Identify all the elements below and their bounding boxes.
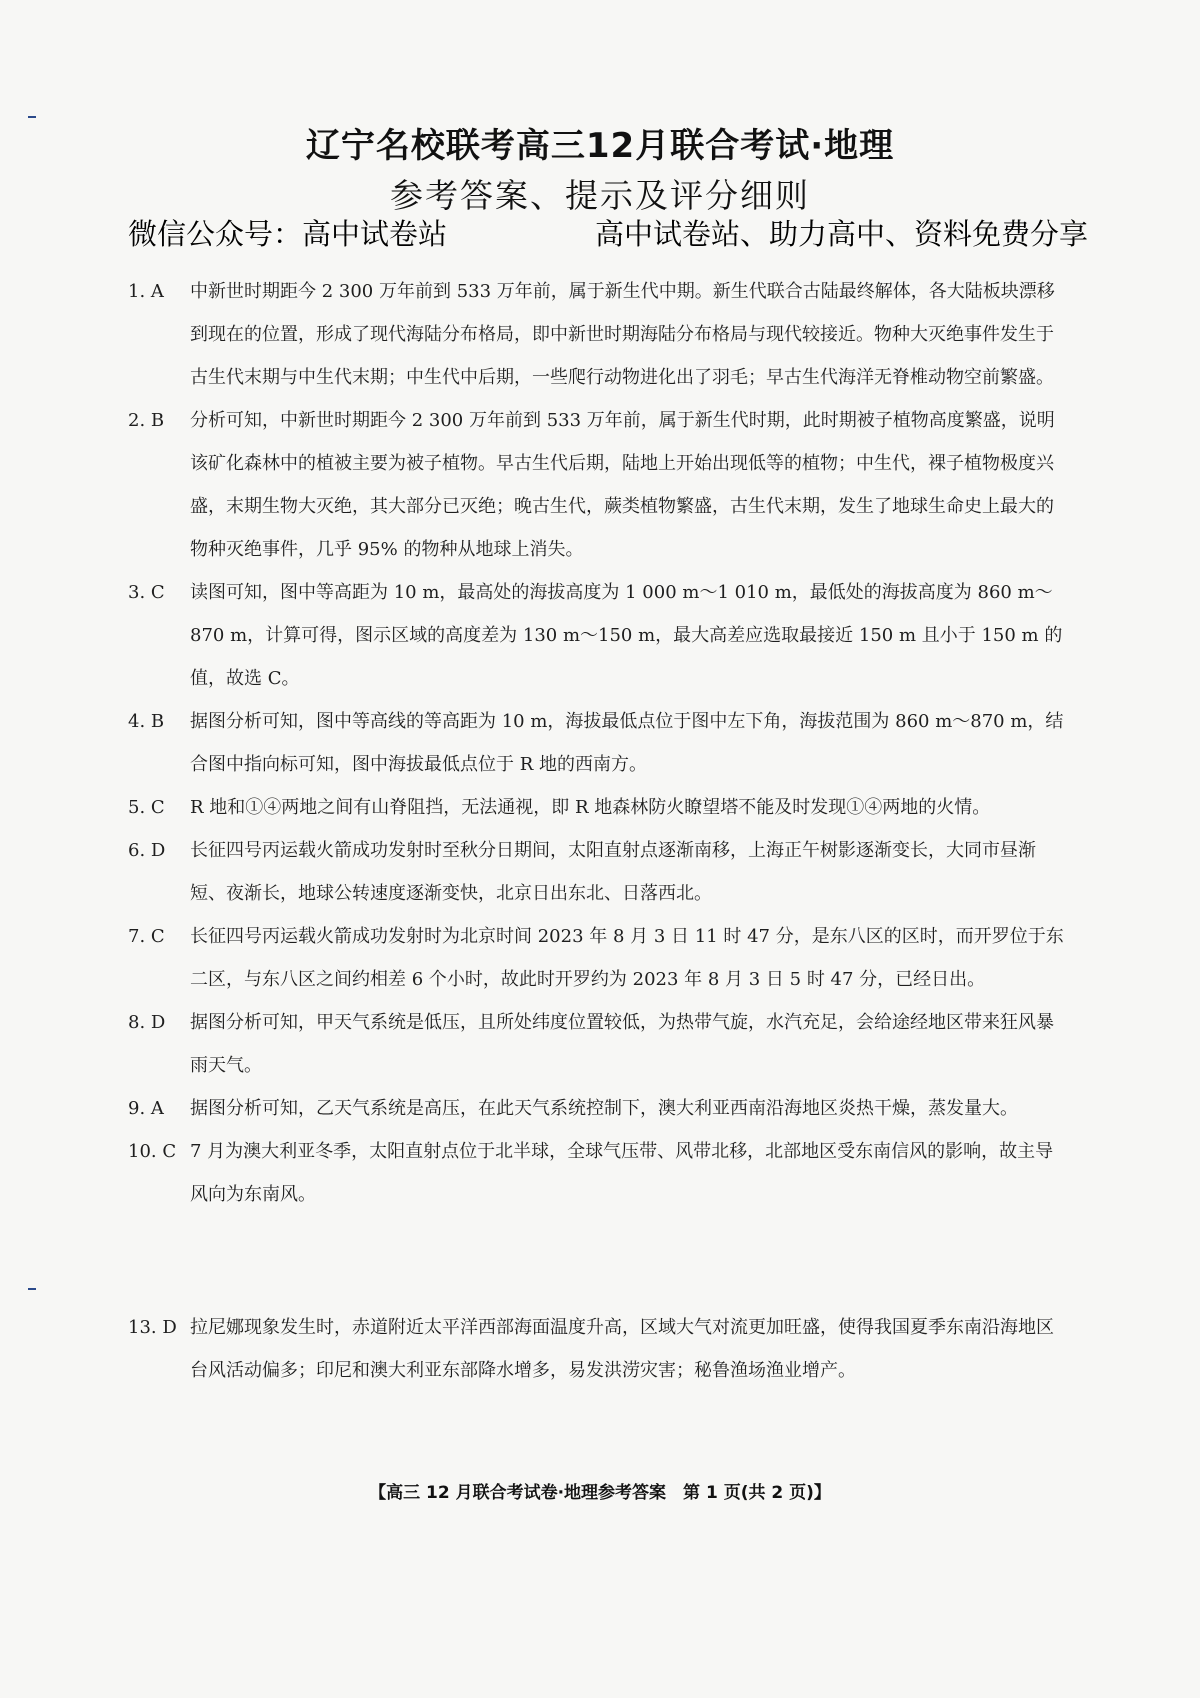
answer-explanation: 据图分析可知，乙天气系统是高压，在此天气系统控制下，澳大利亚西南沿海地区炎热干燥，蒸发量大。 (190, 1098, 1018, 1119)
answer-explanation: 据图分析可知，图中等高线的等高距为 10 m，海拔最低点位于图中左下角，海拔范围为 860 m～870 m，结合图中指向标可知，图中海拔最低点位于 R 地的西南方。 (190, 711, 1064, 775)
answer-item (128, 270, 1066, 399)
answer-item (128, 399, 1066, 571)
answer-number: 8. D (128, 1012, 166, 1033)
answer-item (128, 829, 1066, 915)
page-title: 辽宁名校联考高三12月联合考试·地理 (305, 126, 895, 166)
answer-number: 13. D (128, 1317, 177, 1338)
answer-list (128, 270, 1066, 1216)
answer-number: 3. C (128, 582, 165, 603)
answer-number: 5. C (128, 797, 165, 818)
answer-number: 2. B (128, 410, 165, 431)
answer-number: 4. B (128, 711, 165, 732)
answer-explanation: 读图可知，图中等高距为 10 m，最高处的海拔高度为 1 000 m～1 010 m，最低处的海拔高度为 860 m～870 m，计算可得，图示区域的高度差为 130 m～150 m，最大高差应选取最接近 150 m 且小于 150 m 的值，故选 C。 (190, 582, 1063, 689)
answer-item (128, 1130, 1066, 1216)
answer-explanation: 7 月为澳大利亚冬季，太阳直射点位于北半球，全球气压带、风带北移，北部地区受东南信风的影响，故主导风向为东南风。 (190, 1141, 1054, 1205)
answer-explanation: 分析可知，中新世时期距今 2 300 万年前到 533 万年前，属于新生代时期，此时期被子植物高度繁盛，说明该矿化森林中的植被主要为被子植物。早古生代后期，陆地上开始出现低等的植物；中生代，裸子植物极度兴盛，末期生物大灭绝，其大部分已灭绝；晚古生代，蕨类植物繁盛，古生代末期，发生了地球生命史上最大的物种灭绝事件，几乎 95% 的物种从地球上消失。 (190, 410, 1055, 560)
answer-explanation: 长征四号丙运载火箭成功发射时至秋分日期间，太阳直射点逐渐南移，上海正午树影逐渐变长，大同市昼渐短、夜渐长，地球公转速度逐渐变快，北京日出东北、日落西北。 (190, 840, 1036, 904)
answer-item (128, 1087, 1066, 1130)
page-subtitle: 参考答案、提示及评分细则 (390, 176, 810, 215)
answer-item (128, 786, 1066, 829)
answer-number: 9. A (128, 1098, 164, 1119)
answer-explanation: 长征四号丙运载火箭成功发射时为北京时间 2023 年 8 月 3 日 11 时 47 分，是东八区的区时，而开罗位于东二区，与东八区之间约相差 6 个小时，故此时开罗约为 2023 年 8 月 3 日 5 时 47 分，已经日出。 (190, 926, 1064, 990)
answer-explanation: R 地和①④两地之间有山脊阻挡，无法通视，即 R 地森林防火瞭望塔不能及时发现①④两地的火情。 (190, 797, 991, 818)
answer-explanation: 中新世时期距今 2 300 万年前到 533 万年前，属于新生代中期。新生代联合古陆最终解体，各大陆板块漂移到现在的位置，形成了现代海陆分布格局，即中新世时期海陆分布格局与现代较接近。物种大灭绝事件发生于古生代末期与中生代末期；中生代中后期，一些爬行动物进化出了羽毛；早古生代海洋无脊椎动物空前繁盛。 (190, 281, 1055, 388)
answer-explanation: 据图分析可知，甲天气系统是低压，且所处纬度位置较低，为热带气旋，水汽充足，会给途经地区带来狂风暴雨天气。 (190, 1012, 1054, 1076)
answer-item (128, 1001, 1066, 1087)
answer-number: 10. C (128, 1141, 177, 1162)
watermark-right: 高中试卷站、助力高中、资料免费分享 (594, 217, 1088, 251)
watermark-line (128, 212, 1088, 253)
answer-list-bottom (128, 1306, 1066, 1392)
answer-item (128, 571, 1066, 700)
answer-number: 7. C (128, 926, 165, 947)
page-footer: 【高三 12 月联合考试卷·地理参考答案 第 1 页(共 2 页)】 (369, 1483, 831, 1503)
answer-item (128, 1306, 1066, 1392)
answer-number: 1. A (128, 281, 164, 302)
answer-number: 6. D (128, 840, 166, 861)
scan-edge-mark (28, 1288, 36, 1290)
watermark-left: 微信公众号：高中试卷站 (128, 217, 448, 251)
answer-item (128, 915, 1066, 1001)
answer-explanation: 拉尼娜现象发生时，赤道附近太平洋西部海面温度升高，区域大气对流更加旺盛，使得我国夏季东南沿海地区台风活动偏多；印尼和澳大利亚东部降水增多，易发洪涝灾害；秘鲁渔场渔业增产。 (190, 1317, 1054, 1381)
answer-item (128, 700, 1066, 786)
